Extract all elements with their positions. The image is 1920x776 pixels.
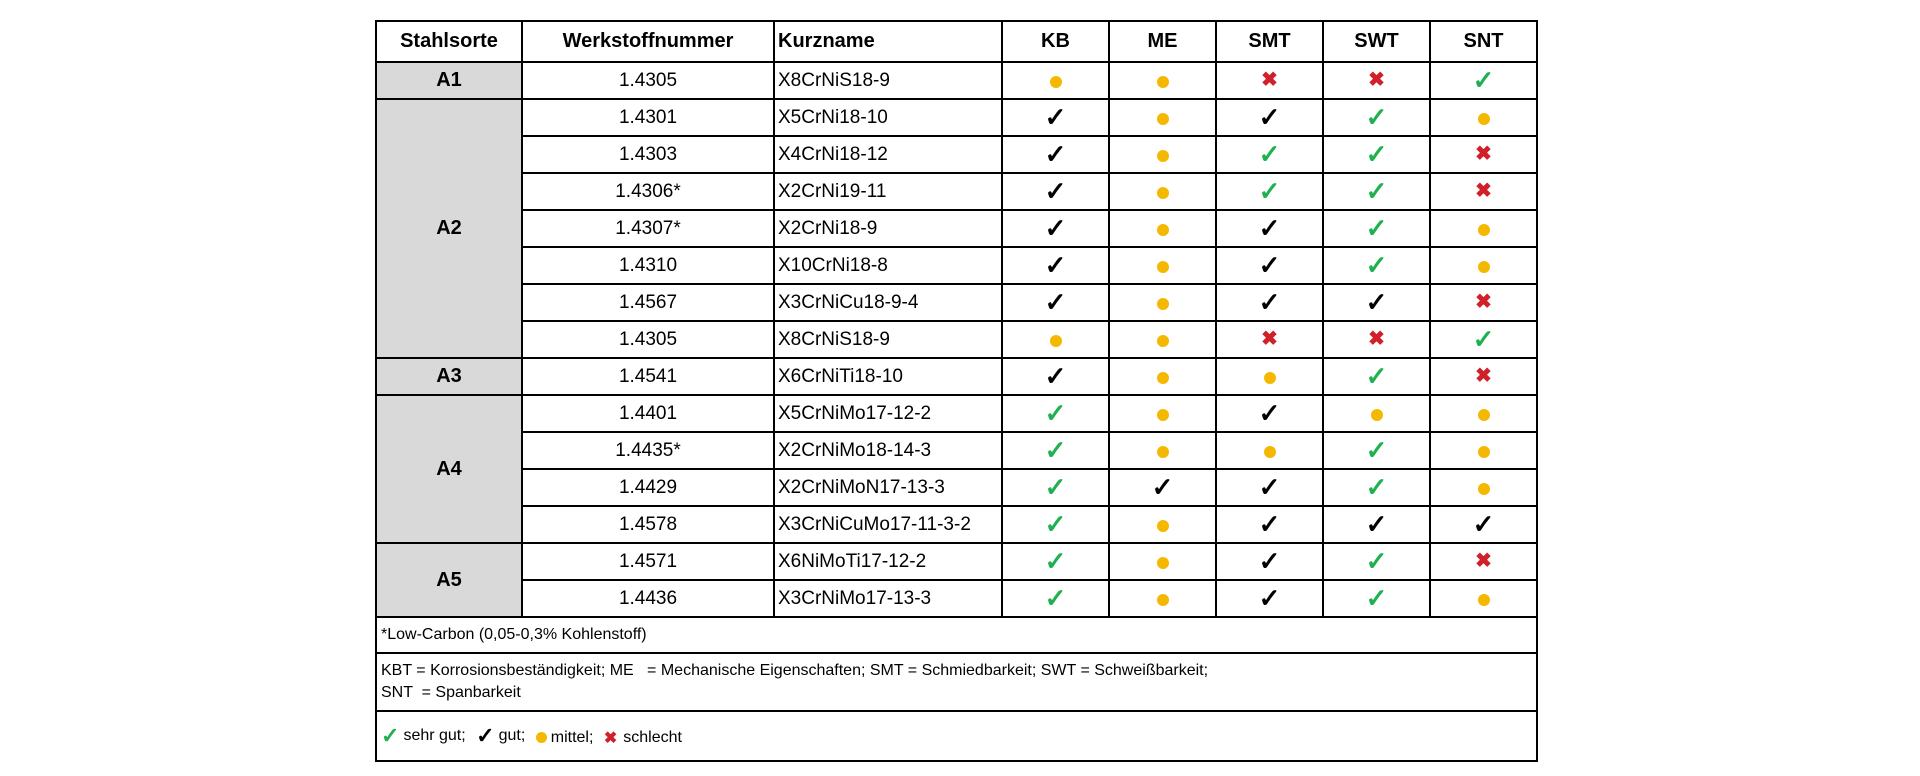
table-row [376, 321, 1537, 358]
swt-rating-cell [1323, 469, 1430, 506]
black-check-icon: ✓ [1044, 101, 1067, 132]
smt-rating-cell [1216, 99, 1323, 136]
kurzname-cell: X6CrNiTi18-10 [774, 358, 1002, 395]
yellow-dot-icon [1157, 594, 1169, 606]
legend-schlecht [604, 728, 682, 748]
werkstoffnummer-cell: 1.4435* [522, 432, 774, 469]
yellow-dot-icon [1157, 113, 1169, 125]
werkstoffnummer-cell: 1.4305 [522, 321, 774, 358]
swt-rating-cell [1323, 99, 1430, 136]
smt-rating-cell [1216, 284, 1323, 321]
green-check-icon: ✓ [1365, 249, 1388, 280]
black-check-icon: ✓ [1258, 508, 1281, 539]
yellow-dot-icon [1478, 409, 1490, 421]
snt-rating-cell [1430, 210, 1537, 247]
yellow-dot-icon [1157, 409, 1169, 421]
werkstoffnummer-cell: 1.4305 [522, 62, 774, 99]
smt-rating-cell [1216, 173, 1323, 210]
table-row [376, 210, 1537, 247]
kb-rating-cell [1002, 62, 1109, 99]
me-rating-cell [1109, 358, 1216, 395]
legend-mittel-label: mittel; [550, 728, 594, 746]
kurzname-cell: X2CrNiMo18-14-3 [774, 432, 1002, 469]
snt-rating-cell [1430, 247, 1537, 284]
werkstoffnummer-cell: 1.4401 [522, 395, 774, 432]
table-row [376, 173, 1537, 210]
kb-rating-cell [1002, 247, 1109, 284]
werkstoffnummer-cell: 1.4306* [522, 173, 774, 210]
yellow-dot-icon [1157, 224, 1169, 236]
yellow-dot-icon [1157, 261, 1169, 273]
me-rating-cell [1109, 173, 1216, 210]
me-rating-cell [1109, 432, 1216, 469]
me-rating-cell [1109, 210, 1216, 247]
swt-rating-cell [1323, 543, 1430, 580]
kb-rating-cell [1002, 395, 1109, 432]
red-cross-icon: ✖ [603, 730, 618, 747]
steel-grade-table [375, 20, 1538, 762]
black-check-icon: ✓ [1258, 101, 1281, 132]
yellow-dot-icon [1478, 113, 1490, 125]
black-check-icon: ✓ [1365, 286, 1388, 317]
swt-rating-cell [1323, 247, 1430, 284]
header-smt: SMT [1216, 21, 1323, 62]
swt-rating-cell [1323, 580, 1430, 617]
table-row [376, 506, 1537, 543]
green-check-icon: ✓ [1365, 545, 1388, 576]
kurzname-cell: X2CrNi18-9 [774, 210, 1002, 247]
kb-rating-cell [1002, 173, 1109, 210]
footnote-row [376, 617, 1537, 653]
me-rating-cell [1109, 506, 1216, 543]
me-rating-cell [1109, 543, 1216, 580]
swt-rating-cell [1323, 284, 1430, 321]
header-stahlsorte: Stahlsorte [376, 21, 522, 62]
green-check-icon: ✓ [381, 723, 400, 748]
yellow-dot-icon [1050, 76, 1062, 88]
werkstoffnummer-cell: 1.4567 [522, 284, 774, 321]
yellow-dot-icon [1157, 187, 1169, 199]
legend-gut-label: gut; [498, 727, 526, 744]
me-rating-cell [1109, 62, 1216, 99]
snt-rating-cell [1430, 284, 1537, 321]
swt-rating-cell [1323, 321, 1430, 358]
yellow-dot-icon [1157, 298, 1169, 310]
kurzname-cell: X2CrNiMoN17-13-3 [774, 469, 1002, 506]
snt-rating-cell [1430, 543, 1537, 580]
me-rating-cell [1109, 395, 1216, 432]
yellow-dot-icon [1371, 409, 1383, 421]
werkstoffnummer-cell: 1.4301 [522, 99, 774, 136]
snt-rating-cell [1430, 99, 1537, 136]
black-check-icon: ✓ [476, 723, 495, 748]
kurzname-cell: X10CrNi18-8 [774, 247, 1002, 284]
green-check-icon: ✓ [1365, 471, 1388, 502]
red-cross-icon: ✖ [1475, 549, 1492, 572]
legend-schlecht-label: schlecht [623, 729, 682, 746]
table-row [376, 432, 1537, 469]
yellow-dot-icon [1050, 335, 1062, 347]
yellow-dot-icon [1478, 594, 1490, 606]
me-rating-cell [1109, 99, 1216, 136]
header-swt: SWT [1323, 21, 1430, 62]
green-check-icon: ✓ [1044, 582, 1067, 613]
legend-sehr-gut-label: sehr gut; [403, 727, 466, 744]
kurzname-cell: X5CrNiMo17-12-2 [774, 395, 1002, 432]
swt-rating-cell [1323, 173, 1430, 210]
table-row [376, 247, 1537, 284]
yellow-dot-icon [1478, 446, 1490, 458]
red-cross-icon: ✖ [1475, 290, 1492, 313]
header-snt: SNT [1430, 21, 1537, 62]
black-check-icon: ✓ [1258, 286, 1281, 317]
me-rating-cell [1109, 321, 1216, 358]
table-row [376, 284, 1537, 321]
green-check-icon: ✓ [1472, 323, 1495, 354]
green-check-icon: ✓ [1365, 434, 1388, 465]
stahlsorte-cell: A1 [376, 62, 522, 99]
red-cross-icon: ✖ [1475, 364, 1492, 387]
red-cross-icon: ✖ [1475, 179, 1492, 202]
legend-row [376, 711, 1537, 761]
red-cross-icon: ✖ [1261, 327, 1278, 350]
smt-rating-cell [1216, 136, 1323, 173]
kurzname-cell: X8CrNiS18-9 [774, 321, 1002, 358]
smt-rating-cell [1216, 469, 1323, 506]
green-check-icon: ✓ [1044, 508, 1067, 539]
werkstoffnummer-cell: 1.4578 [522, 506, 774, 543]
werkstoffnummer-cell: 1.4303 [522, 136, 774, 173]
green-check-icon: ✓ [1044, 545, 1067, 576]
table-row [376, 358, 1537, 395]
black-check-icon: ✓ [1258, 471, 1281, 502]
table-row [376, 469, 1537, 506]
black-check-icon: ✓ [1472, 508, 1495, 539]
black-check-icon: ✓ [1365, 508, 1388, 539]
yellow-dot-icon [1157, 150, 1169, 162]
table-footer [376, 617, 1537, 761]
smt-rating-cell [1216, 247, 1323, 284]
black-check-icon: ✓ [1044, 138, 1067, 169]
smt-rating-cell [1216, 506, 1323, 543]
yellow-dot-icon [1157, 76, 1169, 88]
black-check-icon: ✓ [1258, 397, 1281, 428]
yellow-dot-icon [1157, 335, 1169, 347]
snt-rating-cell [1430, 62, 1537, 99]
black-check-icon: ✓ [1151, 471, 1174, 502]
swt-rating-cell [1323, 358, 1430, 395]
smt-rating-cell [1216, 321, 1323, 358]
table-row [376, 395, 1537, 432]
red-cross-icon: ✖ [1261, 68, 1278, 91]
kurzname-cell: X8CrNiS18-9 [774, 62, 1002, 99]
abbreviation-row [376, 653, 1537, 711]
werkstoffnummer-cell: 1.4429 [522, 469, 774, 506]
black-check-icon: ✓ [1258, 582, 1281, 613]
table-row [376, 136, 1537, 173]
smt-rating-cell [1216, 395, 1323, 432]
black-check-icon: ✓ [1044, 175, 1067, 206]
yellow-dot-icon [1478, 261, 1490, 273]
black-check-icon: ✓ [1258, 249, 1281, 280]
yellow-dot-icon [1478, 224, 1490, 236]
swt-rating-cell [1323, 62, 1430, 99]
werkstoffnummer-cell: 1.4541 [522, 358, 774, 395]
abbreviation-cell [376, 653, 1537, 711]
stahlsorte-cell: A5 [376, 543, 522, 617]
snt-rating-cell [1430, 395, 1537, 432]
green-check-icon: ✓ [1258, 175, 1281, 206]
header-me: ME [1109, 21, 1216, 62]
kb-rating-cell [1002, 358, 1109, 395]
kb-rating-cell [1002, 136, 1109, 173]
smt-rating-cell [1216, 580, 1323, 617]
red-cross-icon: ✖ [1475, 142, 1492, 165]
smt-rating-cell [1216, 62, 1323, 99]
me-rating-cell [1109, 247, 1216, 284]
header-row [376, 21, 1537, 62]
kb-rating-cell [1002, 432, 1109, 469]
smt-rating-cell [1216, 358, 1323, 395]
kb-rating-cell [1002, 580, 1109, 617]
me-rating-cell [1109, 469, 1216, 506]
black-check-icon: ✓ [1044, 286, 1067, 317]
kb-rating-cell [1002, 469, 1109, 506]
kurzname-cell: X3CrNiCuMo17-11-3-2 [774, 506, 1002, 543]
kb-rating-cell [1002, 321, 1109, 358]
yellow-dot-icon [1264, 446, 1276, 458]
green-check-icon: ✓ [1365, 582, 1388, 613]
snt-rating-cell [1430, 136, 1537, 173]
smt-rating-cell [1216, 543, 1323, 580]
me-rating-cell [1109, 580, 1216, 617]
red-cross-icon: ✖ [1368, 68, 1385, 91]
yellow-dot-icon [1157, 372, 1169, 384]
kb-rating-cell [1002, 543, 1109, 580]
smt-rating-cell [1216, 210, 1323, 247]
table-body [376, 62, 1537, 617]
green-check-icon: ✓ [1044, 434, 1067, 465]
abbreviation-line-2: SNT = Spanbarkeit [381, 684, 521, 701]
table-row [376, 543, 1537, 580]
header-werkstoffnummer: Werkstoffnummer [522, 21, 774, 62]
kurzname-cell: X2CrNi19-11 [774, 173, 1002, 210]
snt-rating-cell [1430, 432, 1537, 469]
black-check-icon: ✓ [1044, 212, 1067, 243]
green-check-icon: ✓ [1044, 397, 1067, 428]
green-check-icon: ✓ [1365, 175, 1388, 206]
header-kurzname: Kurzname [774, 21, 1002, 62]
green-check-icon: ✓ [1044, 471, 1067, 502]
werkstoffnummer-cell: 1.4436 [522, 580, 774, 617]
black-check-icon: ✓ [1044, 249, 1067, 280]
kurzname-cell: X3CrNiCu18-9-4 [774, 284, 1002, 321]
me-rating-cell [1109, 136, 1216, 173]
snt-rating-cell [1430, 358, 1537, 395]
black-check-icon: ✓ [1258, 545, 1281, 576]
kurzname-cell: X3CrNiMo17-13-3 [774, 580, 1002, 617]
me-rating-cell [1109, 284, 1216, 321]
kb-rating-cell [1002, 284, 1109, 321]
kb-rating-cell [1002, 210, 1109, 247]
header-kb: KB [1002, 21, 1109, 62]
black-check-icon: ✓ [1044, 360, 1067, 391]
green-check-icon: ✓ [1258, 138, 1281, 169]
green-check-icon: ✓ [1472, 64, 1495, 95]
green-check-icon: ✓ [1365, 138, 1388, 169]
red-cross-icon: ✖ [1368, 327, 1385, 350]
kb-rating-cell [1002, 99, 1109, 136]
table-row [376, 99, 1537, 136]
steel-grade-table-container [375, 20, 1538, 762]
swt-rating-cell [1323, 432, 1430, 469]
black-check-icon: ✓ [1258, 212, 1281, 243]
kurzname-cell: X4CrNi18-12 [774, 136, 1002, 173]
kb-rating-cell [1002, 506, 1109, 543]
snt-rating-cell [1430, 580, 1537, 617]
swt-rating-cell [1323, 210, 1430, 247]
footnote-low-carbon: *Low-Carbon (0,05-0,3% Kohlenstoff) [376, 617, 1537, 653]
swt-rating-cell [1323, 506, 1430, 543]
stahlsorte-cell: A2 [376, 99, 522, 358]
abbreviation-line-1: KBT = Korrosionsbeständigkeit; ME = Mechanische Eigenschaften; SMT = Schmiedbarkeit; SWT = Schweißbarkeit; [381, 662, 1209, 679]
stahlsorte-cell: A4 [376, 395, 522, 543]
legend-sehr-gut [381, 723, 466, 749]
yellow-dot-icon [1157, 520, 1169, 532]
legend-mittel [536, 729, 594, 747]
kurzname-cell: X6NiMoTi17-12-2 [774, 543, 1002, 580]
werkstoffnummer-cell: 1.4307* [522, 210, 774, 247]
swt-rating-cell [1323, 395, 1430, 432]
snt-rating-cell [1430, 506, 1537, 543]
smt-rating-cell [1216, 432, 1323, 469]
snt-rating-cell [1430, 173, 1537, 210]
yellow-dot-icon [1157, 557, 1169, 569]
werkstoffnummer-cell: 1.4310 [522, 247, 774, 284]
green-check-icon: ✓ [1365, 360, 1388, 391]
kurzname-cell: X5CrNi18-10 [774, 99, 1002, 136]
snt-rating-cell [1430, 321, 1537, 358]
werkstoffnummer-cell: 1.4571 [522, 543, 774, 580]
snt-rating-cell [1430, 469, 1537, 506]
green-check-icon: ✓ [1365, 101, 1388, 132]
table-row [376, 62, 1537, 99]
table-row [376, 580, 1537, 617]
swt-rating-cell [1323, 136, 1430, 173]
legend-cell [376, 711, 1537, 761]
yellow-dot-icon [1157, 446, 1169, 458]
green-check-icon: ✓ [1365, 212, 1388, 243]
yellow-dot-icon [1478, 483, 1490, 495]
stahlsorte-cell: A3 [376, 358, 522, 395]
yellow-dot-icon [536, 732, 547, 743]
yellow-dot-icon [1264, 372, 1276, 384]
legend-gut [476, 723, 525, 749]
